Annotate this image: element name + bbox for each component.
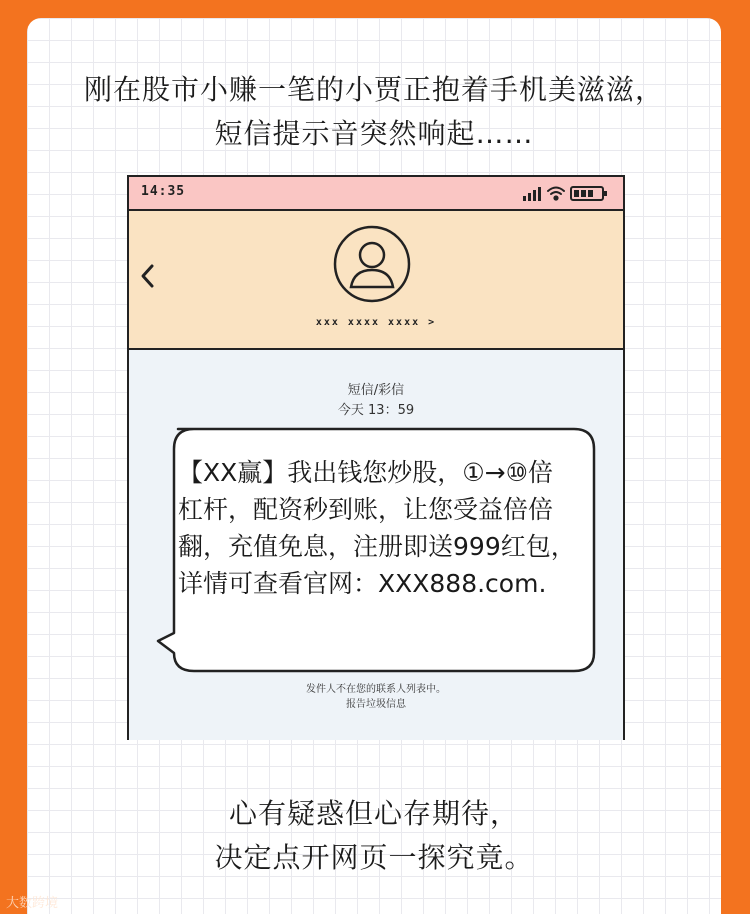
- phone-illustration: [127, 175, 625, 740]
- message-meta: [129, 381, 623, 421]
- message-timestamp: 今天 13：59: [337, 403, 415, 418]
- top-caption-line-1: 刚在股市小赚一笔的小贾正抱着手机美滋滋，: [83, 73, 664, 106]
- bottom-caption-line-2: 决定点开网页一探究竟。: [214, 841, 534, 874]
- message-text: 【XX赢】我出钱您炒股，①→⑩倍杠杆，配资秒到账，让您受益倍倍翻，充值免息，注册即送999红包，详情可查看官网：XXX888.com.: [178, 458, 576, 598]
- story-card: [27, 18, 721, 914]
- status-time: 14:35: [141, 184, 186, 199]
- top-caption: [27, 68, 721, 156]
- bottom-caption: [27, 792, 721, 880]
- top-caption-line-2: 短信提示音突然响起……: [214, 117, 534, 150]
- watermark: 大数跨境: [6, 896, 59, 911]
- status-icons: [521, 183, 611, 203]
- contact-name[interactable]: xxx xxxx xxxx >: [315, 317, 437, 328]
- bottom-caption-line-1: 心有疑惑但心存期待，: [228, 797, 519, 830]
- status-bar: [129, 177, 623, 211]
- not-in-contacts-note: 发件人不在您的联系人列表中。: [306, 684, 446, 695]
- message-type: 短信/彩信: [347, 383, 405, 398]
- wifi-icon: [548, 188, 564, 200]
- contact-avatar-icon: [332, 224, 412, 304]
- message-footer: [129, 682, 623, 712]
- report-spam-link[interactable]: 报告垃圾信息: [346, 699, 406, 710]
- battery-icon: [571, 187, 607, 200]
- conversation-header: [129, 211, 623, 350]
- back-arrow-icon[interactable]: [139, 263, 155, 289]
- signal-icon: [523, 187, 541, 201]
